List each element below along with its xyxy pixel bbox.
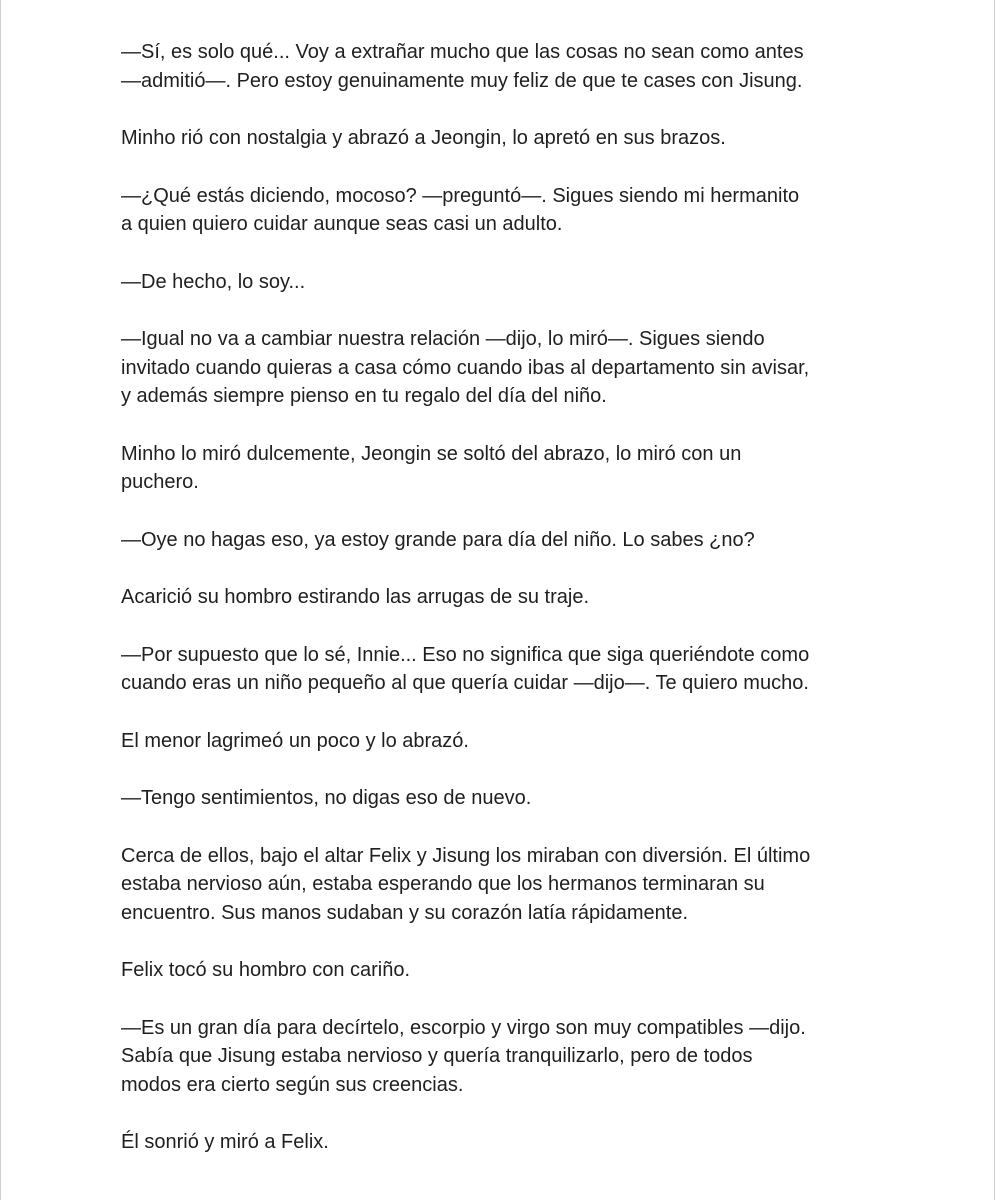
paragraph: Él sonrió y miró a Felix. [121, 1131, 329, 1153]
paragraph: —Tengo sentimientos, no digas eso de nuevo. [121, 787, 532, 809]
paragraph: —De hecho, lo soy... [121, 270, 306, 293]
paragraph: —¿Qué estás diciendo, mocoso? —preguntó—. Sigues siendo mi hermanito a quien quiero cuidar aunque seas casi un adulto. [121, 184, 800, 235]
paragraph: Felix tocó su hombro con cariño. [121, 959, 411, 981]
paragraph: El menor lagrimeó un poco y lo abrazó. [121, 729, 469, 752]
paragraph: —Igual no va a cambiar nuestra relación —dijo, lo miró—. Sigues siendo invitado cuando quieras a casa cómo cuando ibas al departamento sin avisar, y además siempre pienso en tu regalo del día del niño. [121, 328, 810, 407]
paragraph: Minho rió con nostalgia y abrazó a Jeongin, lo apretó en sus brazos. [121, 127, 726, 149]
paragraph: —Es un gran día para decírtelo, escorpio y virgo son muy compatibles —dijo. Sabía que Jisung estaba nervioso y quería tranquilizarlo, pero de todos modos era cierto según sus creencias. [121, 1016, 806, 1096]
paragraph: —Sí, es solo qué... Voy a extrañar mucho que las cosas no sean como antes —admitió—. Pero estoy genuinamente muy feliz de que te cases con Jisung. [121, 41, 804, 92]
paragraph: Cerca de ellos, bajo el altar Felix y Jisung los miraban con diversión. El último estaba nervioso aún, estaba esperando que los hermanos terminaran su encuentro. Sus manos sudaban y su corazón latía rápidamente. [121, 844, 811, 924]
paragraph: Minho lo miró dulcemente, Jeongin se soltó del abrazo, lo miró con un puchero. [121, 442, 742, 493]
paragraph: —Oye no hagas eso, ya estoy grande para día del niño. Lo sabes ¿no? [121, 528, 755, 551]
paragraph: —Por supuesto que lo sé, Innie... Eso no significa que siga queriéndote como cuando eras un niño pequeño al que quería cuidar —dijo—. Te quiero mucho. [121, 643, 810, 694]
paragraph: Acarició su hombro estirando las arrugas de su traje. [121, 586, 590, 608]
story-text [121, 38, 881, 1186]
